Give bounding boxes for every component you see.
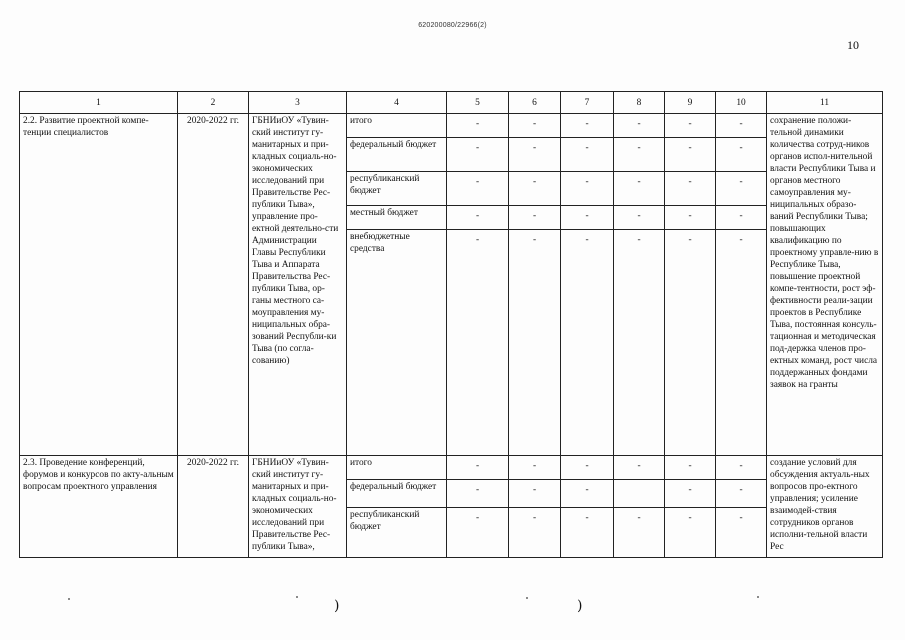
value-cell: - (665, 230, 716, 456)
column-header: 5 (447, 92, 509, 114)
result-cell: создание условий для обсуждения актуаль-ных вопросов про-ектного управления; усиление взаимодей-ствия сотрудников органов исполни-тельной власти Рес (767, 456, 883, 558)
value-cell: - (665, 456, 716, 480)
value-cell: - (716, 456, 767, 480)
scan-speck (68, 598, 70, 600)
column-header: 3 (249, 92, 347, 114)
value-cell: - (716, 172, 767, 206)
value-cell: - (665, 172, 716, 206)
value-cell: - (561, 206, 614, 230)
value-cell: - (447, 114, 509, 138)
value-cell: - (614, 172, 665, 206)
value-cell: - (614, 114, 665, 138)
value-cell: - (665, 114, 716, 138)
value-cell: - (614, 508, 665, 558)
scan-mark: ) (577, 598, 583, 614)
scan-speck (757, 596, 759, 598)
source-label: федеральный бюджет (347, 480, 447, 508)
source-label: местный бюджет (347, 206, 447, 230)
value-cell: - (509, 480, 561, 508)
table-row (20, 456, 883, 480)
value-cell: - (447, 138, 509, 172)
executor-cell: ГБНИиОУ «Тувин-ский институт гу-манитарных и при-кладных социаль-но-экономических исследований при Правительстве Рес-публики Тыва», (249, 456, 347, 558)
value-cell: - (509, 508, 561, 558)
result-cell: сохранение положи-тельной динамики количества сотруд-ников органов испол-нительной власти Республики Тыва и органов местного самоуправления му-ниципальных образо-ваний Республики Тыва; повышающих квалификацию по проектному управле-нию в Республике Тыва, повышение проектной компе-тентности, рост эф-фективности реали-зации проектов в Республике Тыва, постоянная консуль-тационная и методическая под-держка членов про-ектных команд, рост числа поддержанных фондами заявок на гранты (767, 114, 883, 456)
value-cell: - (447, 172, 509, 206)
source-label: республиканский бюджет (347, 172, 447, 206)
value-cell: - (561, 456, 614, 480)
period-cell: 2020-2022 гг. (178, 114, 249, 456)
value-cell: - (447, 230, 509, 456)
column-header: 4 (347, 92, 447, 114)
column-header: 10 (716, 92, 767, 114)
value-cell: - (716, 480, 767, 508)
value-cell: - (509, 172, 561, 206)
header-row (20, 92, 883, 114)
source-label: федеральный бюджет (347, 138, 447, 172)
source-label: итого (347, 456, 447, 480)
value-cell: - (509, 456, 561, 480)
value-cell: - (716, 138, 767, 172)
column-header: 1 (20, 92, 178, 114)
value-cell: - (665, 508, 716, 558)
value-cell: - (716, 230, 767, 456)
column-header: 2 (178, 92, 249, 114)
value-cell: - (665, 206, 716, 230)
scan-speck (526, 597, 528, 599)
value-cell: - (561, 172, 614, 206)
value-cell: - (614, 138, 665, 172)
value-cell: - (665, 480, 716, 508)
document-id: 620200080/22966(2) (418, 22, 487, 29)
value-cell: - (716, 114, 767, 138)
column-header: 9 (665, 92, 716, 114)
value-cell: - (716, 206, 767, 230)
value-cell: - (509, 114, 561, 138)
value-cell: - (447, 480, 509, 508)
activity-cell: 2.3. Проведение конференций, форумов и конкурсов по акту-альным вопросам проектного управления (20, 456, 178, 558)
value-cell: - (509, 230, 561, 456)
table-row (20, 114, 883, 138)
value-cell: - (665, 138, 716, 172)
value-cell: - (561, 508, 614, 558)
value-cell: - (614, 206, 665, 230)
column-header: 7 (561, 92, 614, 114)
value-cell: - (447, 456, 509, 480)
value-cell: - (614, 230, 665, 456)
value-cell: - (716, 508, 767, 558)
value-cell: - (447, 508, 509, 558)
scan-mark: ) (334, 598, 340, 614)
value-cell: - (447, 206, 509, 230)
source-label: республиканский бюджет (347, 508, 447, 558)
activity-cell: 2.2. Развитие проектной компе-тенции специалистов (20, 114, 178, 456)
page-number: 10 (847, 38, 859, 52)
value-cell (614, 480, 665, 508)
value-cell: - (561, 230, 614, 456)
column-header: 11 (767, 92, 883, 114)
value-cell: - (561, 138, 614, 172)
value-cell: - (561, 480, 614, 508)
value-cell: - (561, 114, 614, 138)
program-table (19, 91, 883, 558)
scan-speck (296, 596, 298, 598)
column-header: 6 (509, 92, 561, 114)
period-cell: 2020-2022 гг. (178, 456, 249, 558)
value-cell: - (509, 138, 561, 172)
executor-cell: ГБНИиОУ «Тувин-ский институт гу-манитарных и при-кладных социаль-но-экономических исследований при Правительстве Рес-публики Тыва», управление про-ектной деятельно-сти Администрации Главы Республики Тыва и Аппарата Правительства Рес-публики Тыва, ор-ганы местного са-моуправления му-ниципальных обра-зований Республи-ки Тыва (по согла-сованию) (249, 114, 347, 456)
column-header: 8 (614, 92, 665, 114)
source-label: внебюджетные средства (347, 230, 447, 456)
source-label: итого (347, 114, 447, 138)
value-cell: - (614, 456, 665, 480)
value-cell: - (509, 206, 561, 230)
